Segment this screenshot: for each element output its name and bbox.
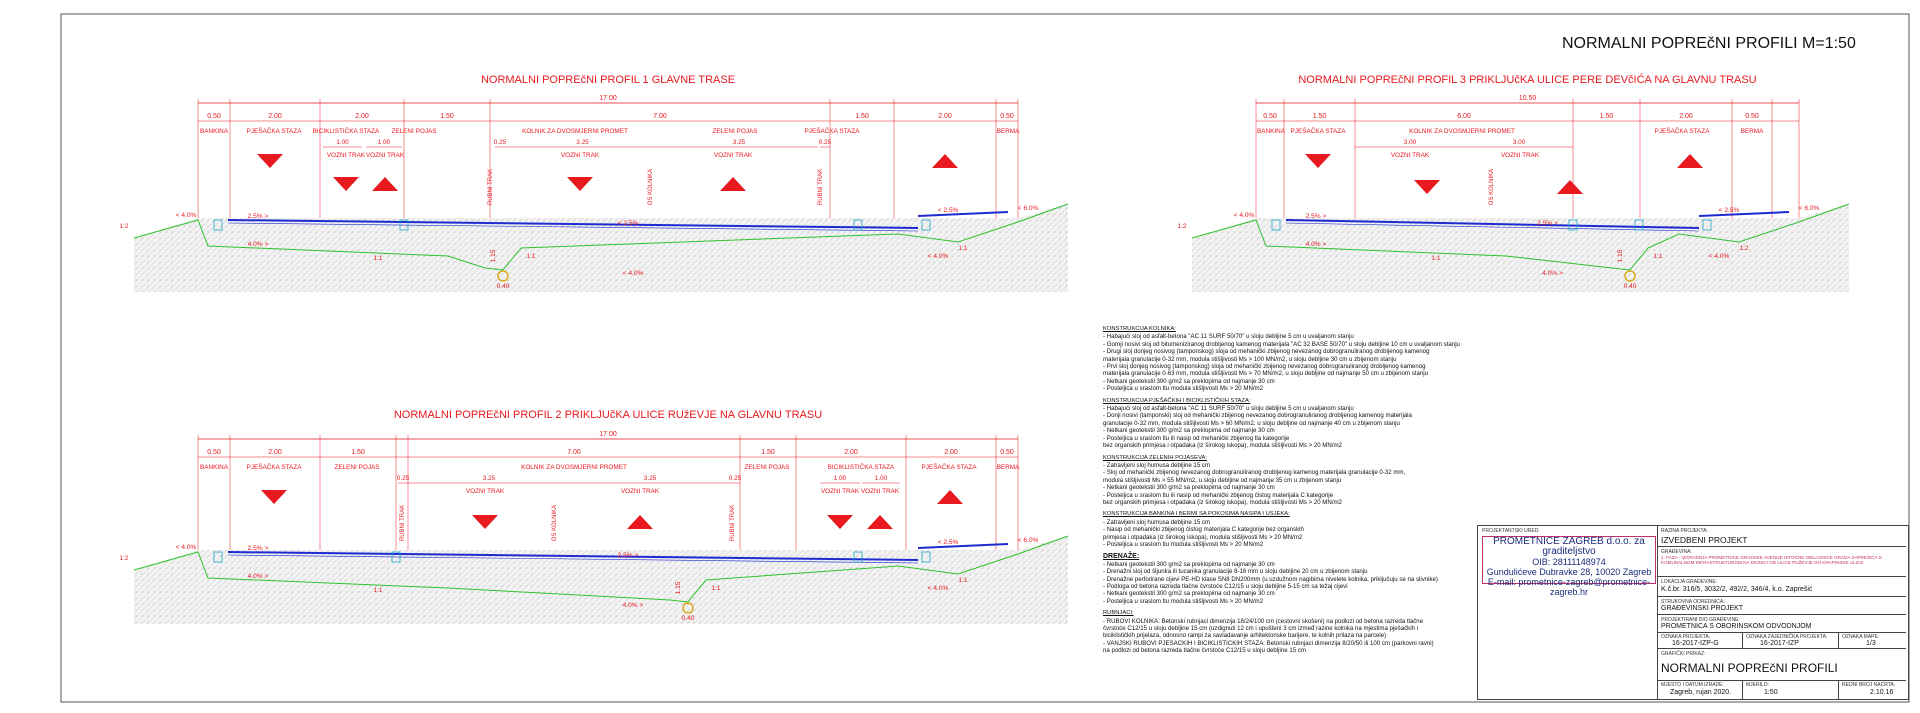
slope-label: 1.15 [1617, 249, 1624, 263]
notes-line: - VANJSKI RUBOVI PJEŠAČKIH I BICIKLISTIČKIH STAZA: Betonski rubnjaci dimenzija 8/20/50 ili 100 cm (parkovni ravni) [1103, 639, 1434, 647]
tb-row-codes: OZNAKA PROJEKTA: 16-2017-IZP-G OZNAKA ZAJEDNIČKA PROJEKTA: 16-2017-IZP OZNAKA MAPE: 1/3 [1658, 632, 1906, 649]
zone-name: ZELENI POJAS [391, 128, 437, 135]
direction-arrow-down [261, 490, 287, 504]
notes-line: - Drenažni sloj od šljunka ili tucanika granulacije 8-16 mm u sloju debljine 20 cm u zbijenom stanju [1103, 568, 1368, 576]
slope-label: < 6.0% [1798, 205, 1820, 212]
notes-line: - Drugi sloj donjeg nosivog (tamponskog) sloja od mehanički zbijenog nevezanog dobrogranuliranog drobljenog kamenog [1103, 348, 1430, 356]
title-block [1477, 525, 1909, 700]
slope-label: 4.0% > [247, 573, 269, 580]
zone-name: PJEŠAČKA STAZA [804, 128, 860, 135]
slope-label: 1:2 [1739, 245, 1749, 252]
zone-width: 1.50 [1312, 113, 1327, 120]
company-name: PROMETNICE ZAGREB d.o.o. za graditeljstvo [1493, 536, 1645, 557]
zone-width: 0.50 [1000, 113, 1014, 120]
notes-line: bez organskih primjesa i otpadaka (iz širokog iskopa), modula stišljivosti Ms > 20 MN/m2 [1103, 498, 1342, 506]
zone-width: 2.00 [844, 449, 858, 456]
tb-row-discipline: STRUKOVNA ODREDNICA: GRAĐEVINSKI PROJEKT [1658, 596, 1906, 615]
profile-title: NORMALNI POPREčNI PROFIL 2 PRIKLJUčKA ULICE RUžEVJE NA GLAVNU TRASU [393, 409, 823, 421]
total-width: 10.50 [1518, 95, 1537, 102]
zone-width: 2.00 [938, 113, 952, 120]
zone-name: BICIKLISTIČKA STAZA [827, 464, 895, 471]
tb-row-building: GRAĐEVINA: 1. FAZA - IZGRADNJA PROMETNICE GRADSKE AVENIJE ISTOČNE OBILAZNICE GRADA ZAPREŠIĆA S KOMUNALNOM INFRASTRUKTUROM NA DIONICI OD ULICE PUŽEVJE DO KRAPINSKE ULICE [1658, 546, 1906, 577]
zone-name: KOLNIK ZA DVOSMJERNI PROMET [522, 128, 628, 135]
slope-label: 1:1 [1653, 253, 1663, 260]
sub-width: 0.25 [728, 475, 742, 482]
direction-arrow-up [372, 177, 398, 191]
zone-width: 7.00 [653, 113, 667, 120]
notes-line: - Posteljica u sraslom tlu modula stišljivosti Ms > 20 MN/m2 [1103, 540, 1264, 548]
pavement-layer [918, 212, 1008, 216]
zone-width: 0.50 [207, 113, 221, 120]
sub-width: 1.00 [833, 475, 847, 482]
notes-line: - Posteljica u sraslom tlu modula stišljivosti Ms > 20 MN/m2 [1103, 597, 1264, 605]
notes-heading: DRENAŽE: [1103, 553, 1140, 561]
zone-width: 0.50 [1745, 113, 1759, 120]
vertical-label: RUBNI TRAK [730, 504, 736, 542]
direction-arrow-down [1414, 180, 1440, 194]
notes-line: - Posteljica u sraslom tlu modula stišljivosti Ms > 20 MN/m2 [1103, 385, 1264, 393]
lane-label: VOZNI TRAK [713, 152, 753, 159]
slope-label: 2.5% > [1537, 220, 1558, 227]
slope-label: < 4.0% [175, 544, 197, 551]
direction-arrow-down [1305, 154, 1331, 168]
zone-name: ZELENI POJAS [712, 128, 758, 135]
zone-width: 6.00 [1457, 113, 1471, 120]
total-width: 17.00 [599, 95, 617, 102]
lane-label: VOZNI TRAK [465, 488, 505, 495]
slope-label: 2.5% > [247, 213, 269, 220]
zone-width: 2.00 [1679, 113, 1693, 120]
zone-width: 1.50 [855, 113, 869, 120]
notes-line: - Zatravljeni sloj humusa debljine 15 cm [1103, 518, 1211, 526]
construction-notes [1103, 326, 1498, 655]
sub-width: 3.00 [1512, 139, 1526, 146]
slope-label: 1:2 [119, 555, 129, 562]
notes-line: - Posteljica u sraslom tlu ili nasip od mehanički zbijenog čistog materijala C kategorije [1103, 491, 1333, 499]
notes-line: - Habajući sloj od asfalt-betona "AC 11 SURF 50/70" u sloju debljine 5 cm u uvaljanom stanju [1103, 405, 1354, 413]
company-oib: OIB: 28111148974 [1532, 557, 1606, 567]
slope-label: < 2.5% [937, 539, 959, 546]
zone-width: 2.00 [268, 113, 282, 120]
notes-line: biciklističkih prijelaza, odnosno rampi za savladavanje arhitektonske barijere, te kolnih prilaza na parcele) [1103, 632, 1387, 640]
zone-name: BERMA [996, 464, 1020, 471]
direction-arrow-down [567, 177, 593, 191]
notes-line: bez organskih primjesa i otpadaka (iz širokog iskopa), modula stišljivosti Ms > 20 MN/m2 [1103, 442, 1342, 450]
slope-label: 4.0% > [1542, 270, 1563, 277]
notes-line: modula stišljivosti Ms > 55 MN/m2, u sloju debljine od najmanje 35 cm u zbijenom stanju [1103, 476, 1342, 484]
sub-width: 1.00 [874, 475, 888, 482]
direction-arrow-up [1677, 154, 1703, 168]
zone-name: BERMA [996, 128, 1020, 135]
slope-label: 0.40 [681, 615, 695, 622]
zone-width: 0.50 [207, 449, 221, 456]
vertical-label: OS KOLNIKA [552, 504, 558, 542]
lane-label: VOZNI TRAK [560, 152, 600, 159]
total-width: 17.00 [599, 431, 617, 438]
notes-heading: KONSTRUKCIJA ZELENIH POJASEVA: [1103, 454, 1207, 461]
slope-label: < 4.0% [622, 270, 644, 277]
zone-name: PJEŠAČKA STAZA [921, 464, 977, 471]
sub-width: 3.00 [1403, 139, 1417, 146]
notes-line: - Netkani geotekstil 300 g/m2 sa preklopima od najmanje 30 cm [1103, 560, 1275, 568]
zone-name: BERMA [1740, 128, 1764, 135]
vertical-label: RUBNI TRAK [400, 504, 406, 542]
office-label: PROJEKTANTSKI URED: [1482, 528, 1540, 534]
slope-label: 2.5% > [247, 545, 269, 552]
slope-label: < 6.0% [1017, 537, 1039, 544]
slope-label: < 4.0% [1233, 212, 1255, 219]
direction-arrow-up [720, 177, 746, 191]
direction-arrow-up [867, 515, 893, 529]
slope-label: < 4.0% [927, 585, 949, 592]
slope-label: 1:2 [119, 223, 129, 230]
direction-arrow-down [827, 515, 853, 529]
slope-label: < 4.0% [927, 253, 949, 260]
notes-heading: KONSTRUKCIJA BANKINA I BERMI SA POKOSIMA NASIPA I USJEKA: [1103, 511, 1290, 518]
zone-width: 1.50 [761, 449, 775, 456]
company-box [1482, 536, 1656, 597]
notes-line: - Netkani geotekstil 300 g/m2 sa preklopima od najmanje 30 cm [1103, 590, 1275, 598]
profile-title: NORMALNI POPREčNI PROFIL 3 PRIKLJUčKA ULICE PERE DEVčIĆA NA GLAVNU TRASU [1298, 74, 1757, 86]
notes-line: - Posteljica u sraslom tlu ili nasip od mehanički zbijenog tla kategorije [1103, 434, 1290, 442]
notes-heading: KONSTRUKCIJA PJEŠAČKIH I BICIKLISTIČKIH STAZA: [1103, 397, 1251, 404]
lane-label: VOZNI TRAK [1500, 152, 1540, 159]
zone-name: ZELENI POJAS [744, 464, 790, 471]
zone-name: BICIKLISTIČKA STAZA [312, 128, 380, 135]
slope-label: 1:1 [711, 585, 721, 592]
notes-line: materijala granulacije 0-63 mm, modula stišljivosti Ms > 70 MN/m2, u sloju debljine od najmanje 50 cm u zbijenom stanju [1103, 370, 1428, 378]
tb-row-drawing: GRAFIČKI PRIKAZ: NORMALNI POPREčNI PROFILI [1658, 648, 1906, 681]
slope-label: 4.0% > [247, 241, 269, 248]
slope-label: 1:1 [958, 245, 968, 252]
notes-heading: RUBNJACI: [1103, 610, 1134, 617]
tb-row-location: LOKACIJA GRAĐEVINE: K.č.br. 316/5, 3032/2, 492/2, 346/4, k.o. Zaprešić [1658, 576, 1906, 597]
notes-line: - Podloga od betona razreda tlačne čvrstoće C12/15 u sloju debljine 5-15 cm sa težaj cijevi [1103, 583, 1348, 590]
lane-label: VOZNI TRAK [860, 488, 900, 495]
slope-label: < 4.0% [1708, 253, 1730, 260]
lane-label: VOZNI TRAK [820, 488, 860, 495]
profile-title: NORMALNI POPREčNI PROFIL 1 GLAVNE TRASE [480, 74, 736, 86]
sub-width: 0.25 [396, 475, 410, 482]
slope-label: 1:1 [373, 587, 383, 594]
zone-name: KOLNIK ZA DVOSMJERNI PROMET [1409, 128, 1515, 135]
zone-width: 2.00 [268, 449, 282, 456]
zone-width: 0.50 [1000, 449, 1014, 456]
tb-row-part: PROJEKTIRANI DIO GRAĐEVINE: PROMETNICA S OBORINSKOM ODVODNJOM [1658, 614, 1906, 633]
sub-width: 1.00 [336, 139, 349, 146]
zone-name: PJEŠAČKA STAZA [1290, 128, 1346, 135]
zone-width: 1.50 [351, 449, 365, 456]
slope-label: < 2.5% [617, 220, 639, 227]
lane-label: VOZNI TRAK [365, 152, 405, 159]
direction-arrow-up [627, 515, 653, 529]
sub-width: 0.25 [493, 139, 507, 146]
slope-label: < 6.0% [1017, 205, 1039, 212]
tb-row-level: RAZINA PROJEKTA: IZVEDBENI PROJEKT [1661, 528, 1748, 545]
ground-fill [134, 536, 1068, 624]
profile-2 [119, 409, 1068, 624]
vertical-label: RUBNI TRAK [818, 168, 824, 206]
notes-line: - Donji nosivi (tamponski) sloj od mehanički zbijenog nevezanog dobrogranuliranog drobljenog kamenog materijala [1103, 412, 1412, 420]
drawing-title: NORMALNI POPREčNI PROFILI [1661, 661, 1838, 675]
tb-row-footer: MJESTO I DATUM IZRADE: Zagreb, rujan 2020. MJERILO: 1:50 REDNI BROJ NACRTA: 2.10.16 [1658, 680, 1906, 699]
vertical-label: OS KOLNIKA [1489, 168, 1495, 206]
vertical-label: RUBNI TRAK [488, 168, 494, 206]
notes-line: - Netkani geotekstil 300 g/m2 sa preklopima od najmanje 30 cm [1103, 427, 1275, 435]
slope-label: < 2.5% [1718, 207, 1740, 214]
direction-arrow-down [333, 177, 359, 191]
notes-line: - Netkani geotekstil 300 g/m2 sa preklopima od najmanje 30 cm [1103, 484, 1275, 492]
slope-label: 1:1 [1431, 255, 1441, 262]
sub-width: 1.00 [377, 139, 391, 146]
zone-name: BANKINA [1256, 128, 1286, 135]
slope-label: 2.5% > [1305, 213, 1327, 220]
slope-label: 1.15 [490, 249, 497, 263]
lane-label: VOZNI TRAK [326, 152, 366, 159]
slope-label: 1:1 [373, 255, 383, 262]
lane-label: VOZNI TRAK [620, 488, 660, 495]
sheet-title: NORMALNI POPREčNI PROFILI M=1:50 [1562, 35, 1856, 52]
slope-label: 2.5% > [617, 552, 639, 559]
ground-fill [134, 204, 1068, 292]
notes-line: - Nasip od mehanički zbijenog čistog materijala C kategorije bez organskih [1103, 526, 1304, 534]
sub-width: 3.25 [643, 475, 657, 482]
slope-label: 1:1 [958, 577, 968, 584]
zone-width: 2.00 [355, 113, 369, 120]
company-email: E-mail: prometnice-zagreb@prometnice-zagreb.hr [1487, 577, 1651, 597]
sub-width: 3.25 [482, 475, 496, 482]
notes-line: primjesa i otpadaka (iz širokog iskopa), modula stišljivosti Ms > 20 MN/m2 [1103, 533, 1303, 541]
slope-label: 1:2 [1177, 223, 1187, 230]
notes-line: čvrstoće C12/15 u sloju debljine 15 cm (uzdignuti 12 cm i upušteni 3 cm izmeđ razine kolnika na mjestima pješačkih i [1103, 625, 1418, 633]
notes-line: - Netkani geotekstil 300 g/m2 sa preklopima od najmanje 30 cm [1103, 377, 1275, 385]
lane-label: VOZNI TRAK [1390, 152, 1430, 159]
profile-1 [119, 74, 1068, 292]
slope-label: 4.0% > [1305, 241, 1327, 248]
slope-label: 0.40 [1623, 283, 1637, 290]
notes-line: granulacije 0-32 mm, modula stišljivosti Ms > 60 MN/m2, u sloju debljine od najmanje 40 cm u zbijenom stanju [1103, 419, 1400, 427]
slope-label: 1.15 [675, 581, 682, 595]
ground-fill [1192, 204, 1849, 292]
direction-arrow-down [257, 154, 283, 168]
direction-arrow-up [932, 154, 958, 168]
sub-width: 3.25 [576, 139, 589, 146]
pavement-layer [918, 544, 1008, 548]
zone-width: 1.50 [440, 113, 454, 120]
notes-line: - Prvi sloj donjeg nosivog (tamponskog) sloja od mehanički zbijenog nevezanog dobrogranuliranog drobljenog kamenog [1103, 363, 1426, 371]
zone-name: PJEŠAČKA STAZA [246, 128, 302, 135]
zone-name: PJEŠAČKA STAZA [1654, 128, 1710, 135]
direction-arrow-up [1557, 180, 1583, 194]
notes-line: - Sloj od mehanički zbijenog nevezanog dobrogranuliranog drobljenog kamenog materijala granulacije 0-32 mm, [1103, 469, 1406, 477]
slope-label: < 4.0% [175, 212, 197, 219]
slope-label: 4.0% > [622, 602, 644, 609]
sub-width: 3.25 [732, 139, 746, 146]
notes-line: - RUBOVI KOLNIKA: Betonski rubnjaci dimenzija 18/24/100 cm (cestovni skošeni) na podlozi od betona razreda tlačne [1103, 617, 1424, 625]
slope-label: 1:1 [526, 253, 536, 260]
zone-name: PJEŠAČKA STAZA [246, 464, 302, 471]
notes-heading: KONSTRUKCIJA KOLNIKA: [1103, 326, 1176, 332]
notes-line: - Zatravljeni sloj humusa debljine 15 cm [1103, 461, 1211, 469]
zone-width: 7.00 [567, 449, 581, 456]
notes-line: materijala granulacije 0-32 mm, modula stišljivosti Ms > 100 MN/m2, u sloju debljine 30 cm u zbijenom stanju [1103, 355, 1397, 363]
zone-name: KOLNIK ZA DVOSMJERNI PROMET [521, 464, 627, 471]
slope-label: 0.40 [496, 283, 510, 290]
notes-line: - Drenažne perforirane cijevi PE-HD klase SN8 DN200mm (u uzdužnom nagibima nivelete kolnika, priključuju se na slivnike) [1103, 575, 1438, 583]
notes-line: na podlozi od betona razreda tlačne čvrstoće C12/15 u sloju debljine 15 cm [1103, 647, 1306, 655]
zone-name: BANKINA [199, 464, 229, 471]
direction-arrow-down [472, 515, 498, 529]
vertical-label: OS KOLNIKA [648, 168, 654, 206]
pavement-layer [1699, 212, 1789, 216]
profile-3 [1177, 73, 1849, 292]
notes-line: - Gornji nosivi sloj od bitumeniziranog drobljenog kamenog materijala "AC 32 BASE 50/70" u sloju debljine 10 cm u uvaljanom stanju [1103, 340, 1460, 348]
zone-name: ZELENI POJAS [334, 464, 380, 471]
zone-width: 1.50 [1599, 113, 1614, 120]
slope-label: < 2.5% [937, 207, 959, 214]
direction-arrow-up [937, 490, 963, 504]
company-address: Gundulićeve Dubravke 28, 10020 Zagreb [1486, 567, 1652, 577]
zone-width: 2.00 [944, 449, 958, 456]
zone-name: BANKINA [199, 128, 229, 135]
sub-width: 0.25 [818, 139, 832, 146]
zone-width: 0.50 [1263, 113, 1277, 120]
notes-line: - Habajući sloj od asfalt-betona "AC 11 SURF 50/70" u sloju debljine 5 cm u uvaljanom stanju [1103, 333, 1354, 341]
